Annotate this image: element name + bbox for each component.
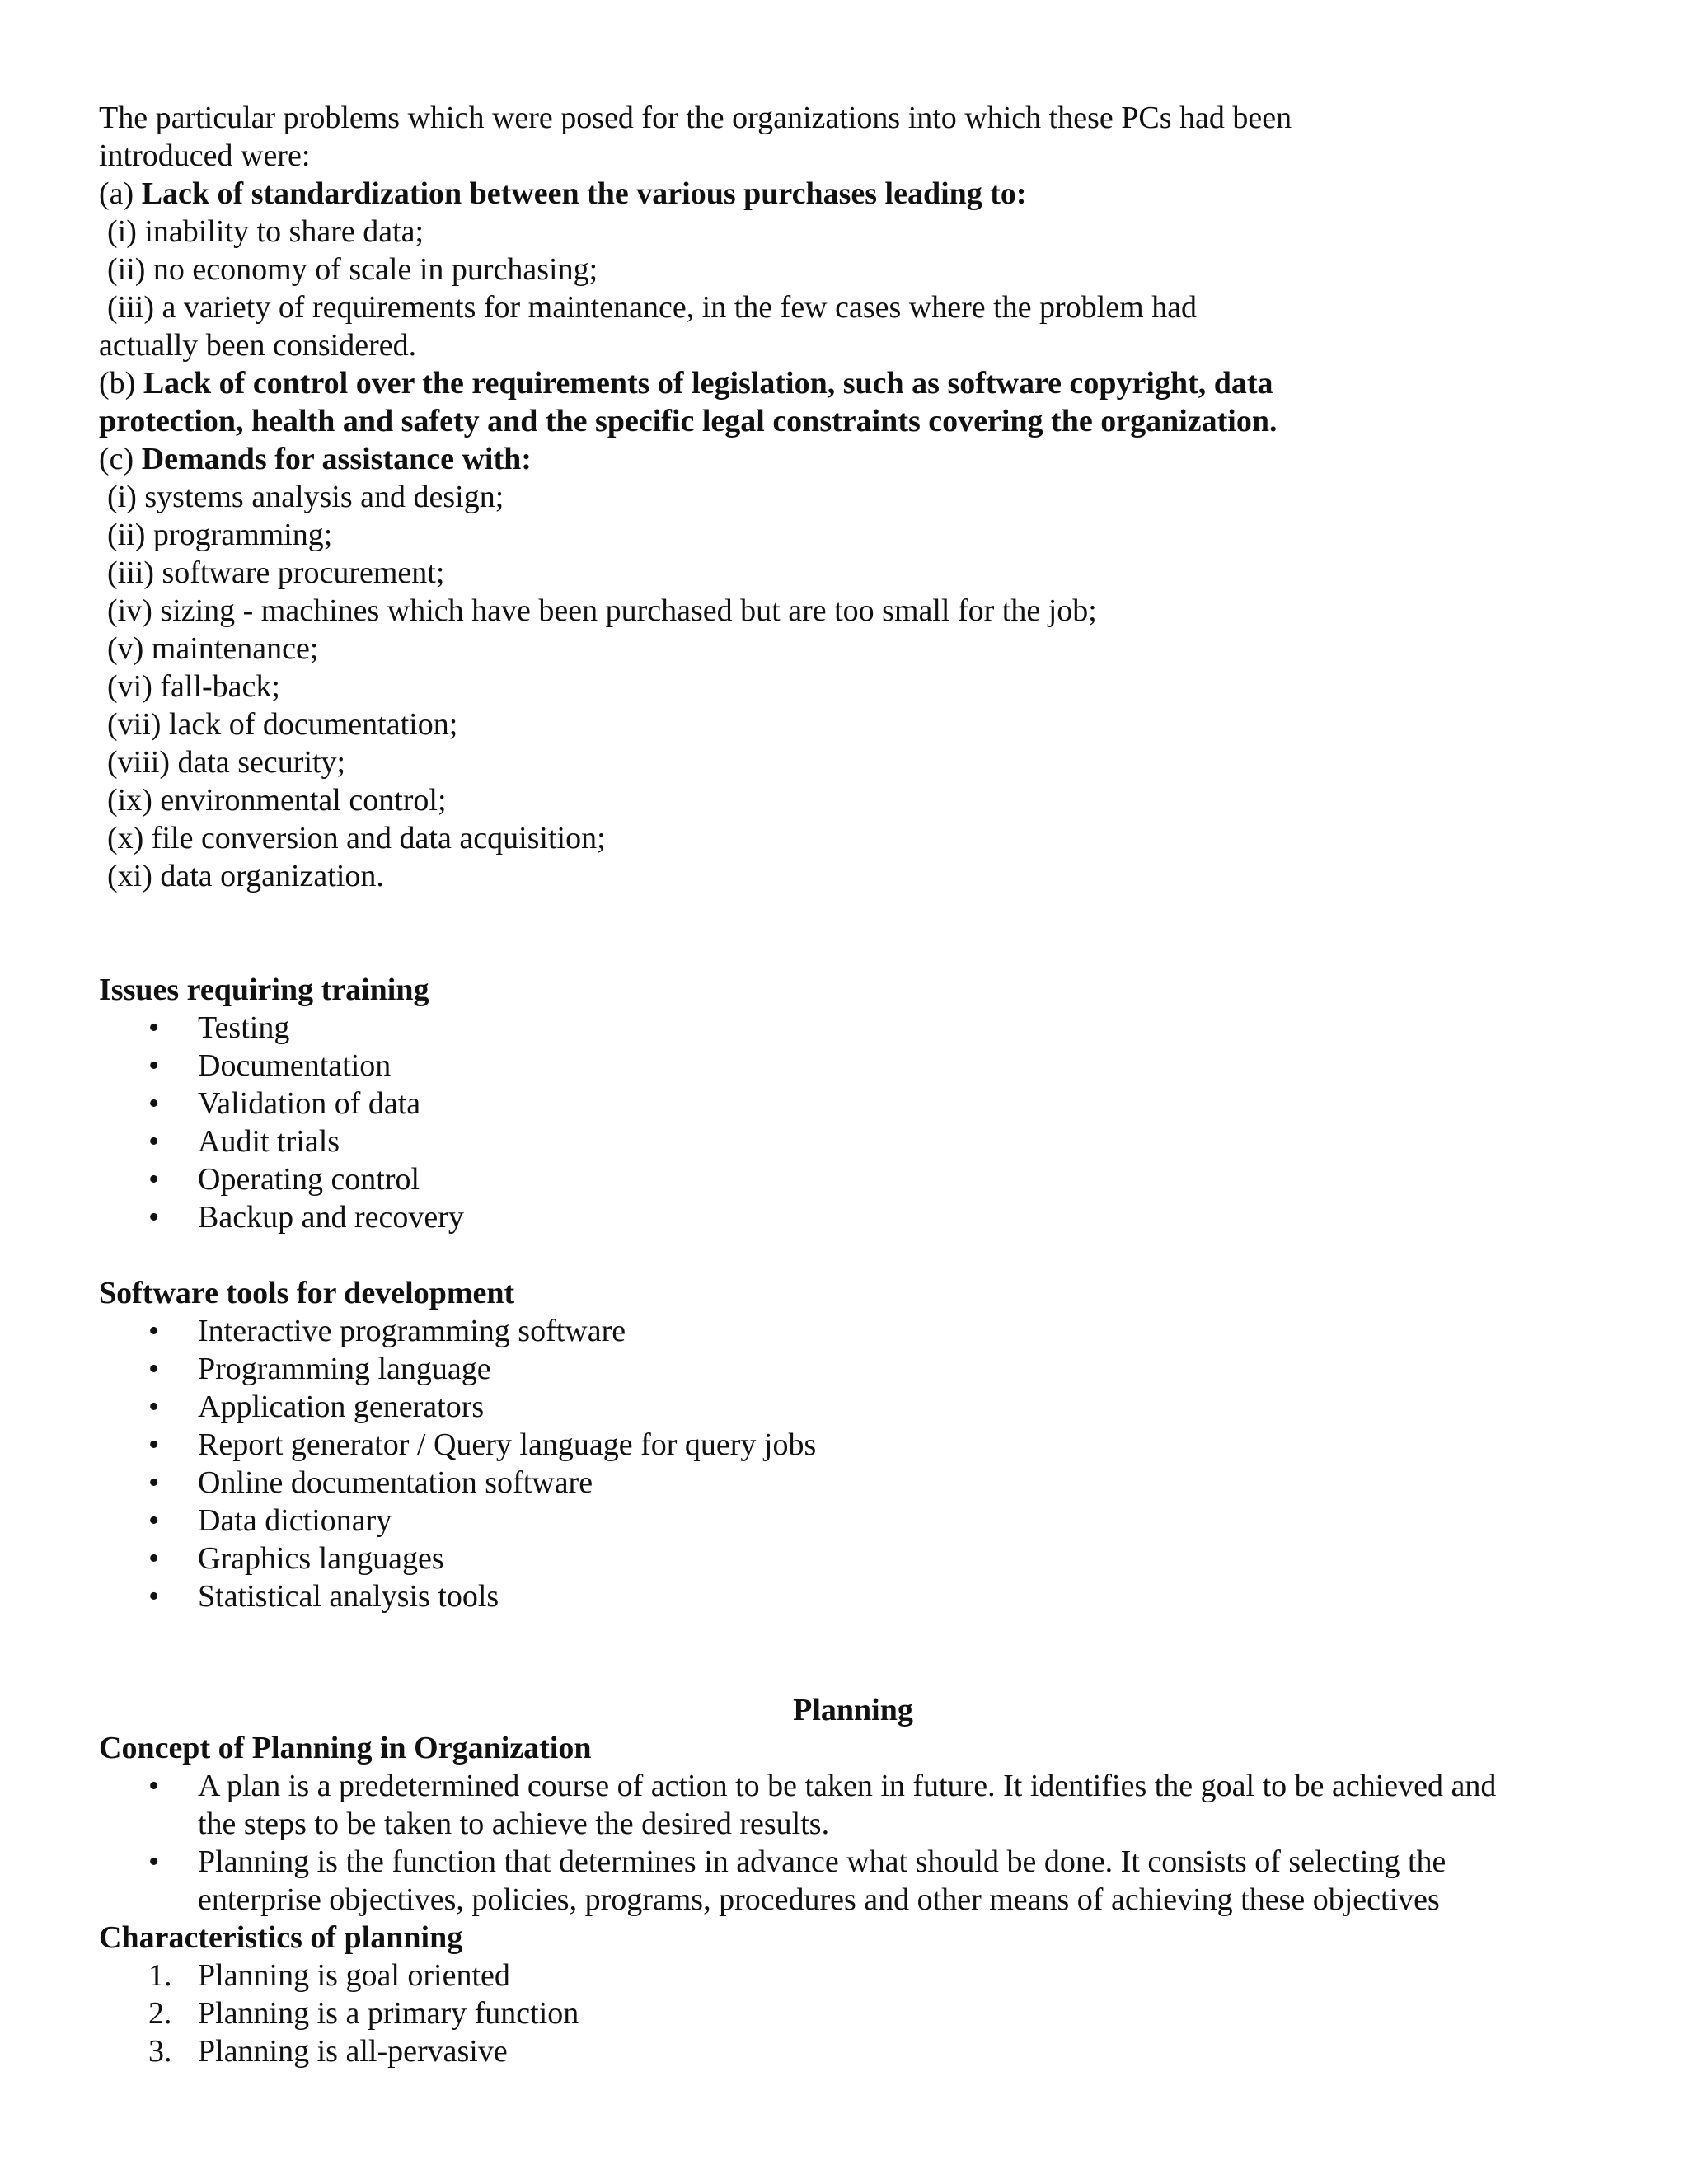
section-a-item: (ii) no economy of scale in purchasing; bbox=[107, 252, 598, 287]
bullet-icon: • bbox=[148, 1314, 160, 1348]
section-a-item-continuation: actually been considered. bbox=[99, 328, 417, 363]
list-number: 2. bbox=[148, 1996, 172, 2031]
list-item-text: Graphics languages bbox=[198, 1541, 444, 1576]
list-item-text: Audit trials bbox=[198, 1124, 340, 1159]
section-c-item: (ix) environmental control; bbox=[107, 783, 447, 818]
section-b-heading-line-1 bbox=[99, 364, 1607, 402]
list-item-line: A plan is a predetermined course of action to be taken in future. It identifies the goal to be achieved and bbox=[198, 1769, 1497, 1803]
bullet-icon: • bbox=[148, 1390, 160, 1424]
list-item-text: Online documentation software bbox=[198, 1465, 593, 1500]
section-c-item: (vi) fall-back; bbox=[107, 669, 280, 704]
software-tools-list bbox=[99, 1312, 1607, 1615]
list-item-line: the steps to be taken to achieve the desired results. bbox=[198, 1807, 830, 1841]
section-b-heading-text-1: Lack of control over the requirements of legislation, such as software copyright, data bbox=[143, 366, 1273, 401]
list-item bbox=[99, 1577, 1607, 1615]
section-c-item: (vii) lack of documentation; bbox=[107, 707, 458, 742]
list-item-text: Backup and recovery bbox=[198, 1200, 464, 1235]
spacer bbox=[99, 1236, 1607, 1274]
list-item-text: Application generators bbox=[198, 1390, 485, 1424]
bullet-icon: • bbox=[148, 1844, 160, 1879]
list-item bbox=[99, 1843, 1607, 1919]
section-b-heading-line-2: protection, health and safety and the specific legal constraints covering the organization. bbox=[99, 404, 1278, 438]
bullet-icon: • bbox=[148, 1200, 160, 1235]
section-c-heading bbox=[99, 440, 1607, 478]
bullet-icon: • bbox=[148, 1465, 160, 1500]
intro-line-2: introduced were: bbox=[99, 138, 311, 173]
bullet-icon: • bbox=[148, 1010, 160, 1045]
section-c-prefix: (c) bbox=[99, 442, 142, 476]
section-a-heading-text: Lack of standardization between the various purchases leading to: bbox=[141, 176, 1027, 211]
section-a-item: (i) inability to share data; bbox=[107, 214, 424, 249]
list-item-text: Report generator / Query language for query jobs bbox=[198, 1427, 817, 1462]
list-item-text: Operating control bbox=[198, 1162, 420, 1197]
list-item-text: Planning is a primary function bbox=[198, 1996, 579, 2031]
bullet-icon: • bbox=[148, 1503, 160, 1538]
bullet-icon: • bbox=[148, 1541, 160, 1576]
section-c-item: (iv) sizing - machines which have been purchased but are too small for the job; bbox=[107, 593, 1097, 628]
section-c-heading-text: Demands for assistance with: bbox=[141, 442, 532, 476]
list-item bbox=[99, 1994, 1607, 2032]
section-c-item: (i) systems analysis and design; bbox=[107, 480, 504, 514]
list-number: 1. bbox=[148, 1958, 172, 1993]
list-item bbox=[99, 1160, 1607, 1198]
list-item-text: Planning is all-pervasive bbox=[198, 2034, 508, 2069]
section-a-heading bbox=[99, 175, 1607, 213]
list-item bbox=[99, 1350, 1607, 1388]
section-b-prefix: (b) bbox=[99, 366, 143, 401]
intro-line-1: The particular problems which were posed for the organizations into which these PCs had been bbox=[99, 101, 1292, 135]
section-c-item: (xi) data organization. bbox=[107, 859, 384, 893]
list-item bbox=[99, 1047, 1607, 1085]
list-item-text: Data dictionary bbox=[198, 1503, 392, 1538]
bullet-icon: • bbox=[148, 1579, 160, 1614]
bullet-icon: • bbox=[148, 1086, 160, 1121]
bullet-icon: • bbox=[148, 1124, 160, 1159]
bullet-icon: • bbox=[148, 1769, 160, 1803]
list-number: 3. bbox=[148, 2034, 172, 2069]
section-a-item: (iii) a variety of requirements for maintenance, in the few cases where the problem had bbox=[107, 290, 1198, 325]
list-item bbox=[99, 2032, 1607, 2070]
list-item bbox=[99, 1767, 1607, 1843]
list-item-text: Documentation bbox=[198, 1048, 392, 1083]
spacer bbox=[99, 1615, 1607, 1691]
document-page bbox=[99, 99, 1607, 2070]
planning-concept-list bbox=[99, 1767, 1607, 1919]
planning-concept-heading: Concept of Planning in Organization bbox=[99, 1731, 592, 1765]
list-item bbox=[99, 1502, 1607, 1540]
list-item bbox=[99, 1312, 1607, 1350]
list-item-text: Interactive programming software bbox=[198, 1314, 626, 1348]
list-item bbox=[99, 1122, 1607, 1160]
section-a-prefix: (a) bbox=[99, 176, 142, 211]
list-item bbox=[99, 1388, 1607, 1426]
planning-title: Planning bbox=[793, 1693, 913, 1727]
training-list bbox=[99, 1009, 1607, 1236]
spacer bbox=[99, 895, 1607, 971]
list-item bbox=[99, 1426, 1607, 1464]
list-item-line: enterprise objectives, policies, programs, procedures and other means of achieving these objectives bbox=[198, 1882, 1440, 1917]
bullet-icon: • bbox=[148, 1352, 160, 1386]
list-item bbox=[99, 1198, 1607, 1236]
section-c-item: (v) maintenance; bbox=[107, 631, 319, 666]
bullet-icon: • bbox=[148, 1162, 160, 1197]
list-item-text: Statistical analysis tools bbox=[198, 1579, 499, 1614]
section-c-item: (iii) software procurement; bbox=[107, 555, 445, 590]
list-item-text: Programming language bbox=[198, 1352, 491, 1386]
list-item-line: Planning is the function that determines in advance what should be done. It consists of selecting the bbox=[198, 1844, 1447, 1879]
list-item-text: Planning is goal oriented bbox=[198, 1958, 510, 1993]
list-item-text: Testing bbox=[198, 1010, 290, 1045]
training-heading: Issues requiring training bbox=[99, 972, 429, 1007]
list-item bbox=[99, 1464, 1607, 1502]
software-tools-heading: Software tools for development bbox=[99, 1276, 515, 1310]
list-item bbox=[99, 1957, 1607, 1994]
planning-characteristics-list bbox=[99, 1957, 1607, 2070]
list-item bbox=[99, 1540, 1607, 1577]
bullet-icon: • bbox=[148, 1427, 160, 1462]
section-c-item: (viii) data security; bbox=[107, 745, 346, 780]
section-c-item: (x) file conversion and data acquisition; bbox=[107, 821, 606, 855]
bullet-icon: • bbox=[148, 1048, 160, 1083]
list-item-text: Validation of data bbox=[198, 1086, 421, 1121]
planning-characteristics-heading: Characteristics of planning bbox=[99, 1920, 463, 1955]
list-item bbox=[99, 1085, 1607, 1122]
section-c-item: (ii) programming; bbox=[107, 518, 333, 552]
list-item bbox=[99, 1009, 1607, 1047]
